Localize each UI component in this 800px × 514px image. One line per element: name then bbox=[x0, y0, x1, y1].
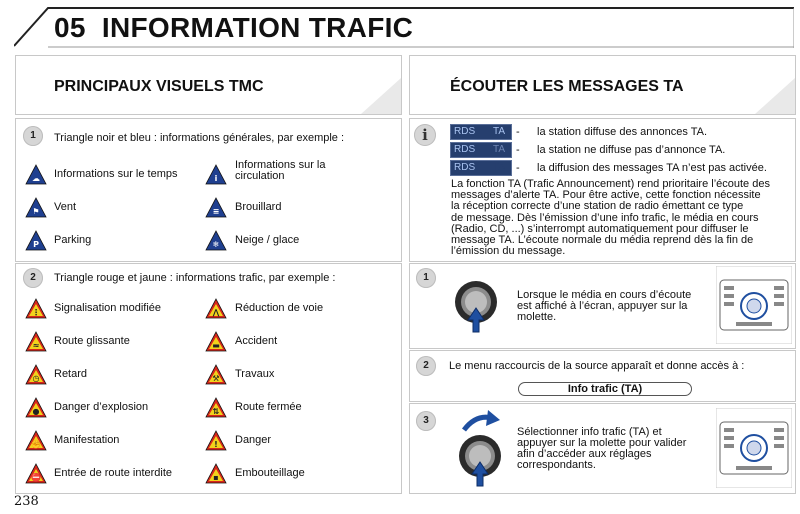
legend-item-label: Route glissante bbox=[54, 335, 130, 347]
step-instruction-line: correspondants. bbox=[517, 459, 596, 471]
parking-icon bbox=[25, 230, 47, 251]
svg-text:⇅: ⇅ bbox=[212, 407, 220, 416]
fog-icon bbox=[205, 197, 227, 218]
ta-description-line: de message. Dès l’émission d’une info trafic, le média en cours bbox=[451, 211, 759, 224]
traffic-light-icon bbox=[25, 298, 47, 319]
step-instruction-line: molette. bbox=[517, 311, 557, 323]
dash: - bbox=[516, 162, 520, 174]
svg-text:≡: ≡ bbox=[212, 207, 220, 216]
console-thumbnail bbox=[716, 266, 792, 344]
chapter-number: 05 bbox=[54, 12, 86, 43]
section-intro: Triangle noir et bleu : informations générales, par exemple : bbox=[54, 132, 345, 144]
dial-press-icon bbox=[452, 278, 500, 334]
legend-item-label: Entrée de route interdite bbox=[54, 467, 173, 479]
page-title bbox=[54, 12, 413, 44]
danger-icon bbox=[205, 430, 227, 451]
svg-text:P: P bbox=[33, 240, 39, 249]
dash: - bbox=[516, 126, 520, 138]
legend-item-label: Travaux bbox=[235, 368, 275, 380]
rds-label: RDS bbox=[454, 162, 476, 173]
wind-icon bbox=[25, 197, 47, 218]
info-trafic-menu-item[interactable]: Info trafic (TA) bbox=[518, 382, 692, 396]
svg-text:✊: ✊ bbox=[31, 440, 41, 449]
step-badge: 3 bbox=[416, 411, 436, 431]
rds-label: RDS bbox=[454, 144, 476, 155]
ta-description-line: l’émission du message. bbox=[451, 245, 566, 258]
info-icon: i bbox=[414, 124, 436, 146]
explosion-icon bbox=[25, 397, 47, 418]
legend-item-label: Informations sur la circulation bbox=[235, 159, 326, 182]
legend-item-label: Signalisation modifiée bbox=[54, 302, 162, 314]
legend-item-label: Route fermée bbox=[235, 401, 302, 413]
slippery-road-icon bbox=[25, 331, 47, 352]
dial-rotate-press-icon bbox=[456, 408, 504, 488]
legend-item-label: Parking bbox=[54, 234, 92, 246]
svg-text:⚑: ⚑ bbox=[32, 207, 40, 216]
rds-label: RDS bbox=[454, 126, 476, 137]
accident-icon bbox=[205, 331, 227, 352]
step-instruction-line: Lorsque le média en cours d’écoute bbox=[517, 289, 692, 301]
step-badge: 1 bbox=[416, 268, 436, 288]
dash: - bbox=[516, 144, 520, 156]
step-instruction-line: afin d’accéder aux réglages bbox=[517, 448, 652, 460]
legend-item-label: Embouteillage bbox=[235, 467, 305, 479]
traffic-jam-icon bbox=[205, 463, 227, 484]
left-section-title: PRINCIPAUX VISUELS TMC bbox=[54, 78, 264, 95]
legend-item-label: Brouillard bbox=[235, 201, 282, 213]
lane-reduction-icon bbox=[205, 298, 227, 319]
step-badge: 1 bbox=[23, 126, 43, 146]
ta-label: TA bbox=[493, 162, 506, 173]
svg-text:!: ! bbox=[214, 440, 218, 449]
svg-text:⋮: ⋮ bbox=[32, 308, 40, 317]
legend-item-label: Neige / glace bbox=[235, 234, 300, 246]
ta-description-line: (Radio, CD, ...) s’interrompt automatiquement pour diffuser le bbox=[451, 222, 749, 235]
legend-item-label: Manifestation bbox=[54, 434, 120, 446]
svg-text:☁: ☁ bbox=[32, 174, 40, 183]
step-instruction-line: Sélectionner info trafic (TA) et bbox=[517, 426, 662, 438]
legend-item-label: Danger d’explosion bbox=[54, 401, 149, 413]
legend-item-label: Accident bbox=[235, 335, 278, 347]
right-section-title-box bbox=[409, 55, 796, 115]
snow-icon bbox=[205, 230, 227, 251]
legend-item-label: Retard bbox=[54, 368, 88, 380]
demonstration-icon bbox=[25, 430, 47, 451]
page-number: 238 bbox=[14, 494, 39, 509]
rds-status-text: la station ne diffuse pas d’annonce TA. bbox=[537, 144, 726, 156]
right-section-title: ÉCOUTER LES MESSAGES TA bbox=[450, 78, 684, 95]
step-badge: 2 bbox=[416, 356, 436, 376]
road-closed-icon bbox=[205, 397, 227, 418]
ta-description-line: La fonction TA (Trafic Announcement) rend prioritaire l’écoute des bbox=[451, 178, 770, 190]
legend-item-label: Danger bbox=[235, 434, 272, 446]
svg-text:⛔: ⛔ bbox=[31, 473, 41, 482]
step-instruction-line: appuyer sur la molette pour valider bbox=[517, 437, 687, 449]
ta-label: TA bbox=[493, 126, 506, 137]
left-section-title-box bbox=[15, 55, 402, 115]
rds-display bbox=[450, 160, 512, 176]
svg-text:▪: ▪ bbox=[213, 473, 219, 482]
svg-text:●: ● bbox=[32, 407, 40, 416]
svg-text:i: i bbox=[214, 174, 218, 183]
roadworks-icon bbox=[205, 364, 227, 385]
legend-item-label: Informations sur le temps bbox=[54, 168, 178, 180]
ta-description-line: message TA. L’écoute normale du média reprend dès la fin de bbox=[451, 234, 754, 246]
svg-text:⋀: ⋀ bbox=[212, 308, 220, 317]
info-icon bbox=[205, 164, 227, 185]
ta-description-line: la réception correcte d’une station de radio émettant ce type bbox=[451, 200, 744, 213]
rds-status-text: la station diffuse des annonces TA. bbox=[537, 126, 708, 138]
svg-text:⚒: ⚒ bbox=[212, 374, 220, 383]
svg-text:≈: ≈ bbox=[32, 341, 40, 350]
no-entry-icon bbox=[25, 463, 47, 484]
ta-description-line: messages d’alerte TA. Pour être active, cette fonction nécessite bbox=[451, 189, 761, 202]
step-instruction-line: est affiché à l’écran, appuyer sur la bbox=[517, 300, 688, 312]
section-intro: Triangle rouge et jaune : informations trafic, par exemple : bbox=[54, 272, 336, 284]
console-thumbnail bbox=[716, 408, 792, 488]
legend-item-label: Réduction de voie bbox=[235, 302, 324, 314]
rds-display bbox=[450, 142, 512, 158]
step-badge: 2 bbox=[23, 268, 43, 288]
rds-display bbox=[450, 124, 512, 140]
step2-text: Le menu raccourcis de la source apparaît et donne accès à : bbox=[449, 360, 745, 372]
weather-icon bbox=[25, 164, 47, 185]
delay-icon bbox=[25, 364, 47, 385]
ta-label: TA bbox=[493, 144, 506, 155]
chapter-title: INFORMATION TRAFIC bbox=[101, 12, 414, 43]
legend-item-label: Vent bbox=[54, 201, 77, 213]
page-header bbox=[14, 6, 794, 48]
svg-text:❄: ❄ bbox=[212, 240, 220, 249]
svg-text:▬: ▬ bbox=[212, 341, 220, 350]
svg-text:◷: ◷ bbox=[32, 374, 40, 383]
rds-status-text: la diffusion des messages TA n’est pas activée. bbox=[537, 162, 767, 174]
